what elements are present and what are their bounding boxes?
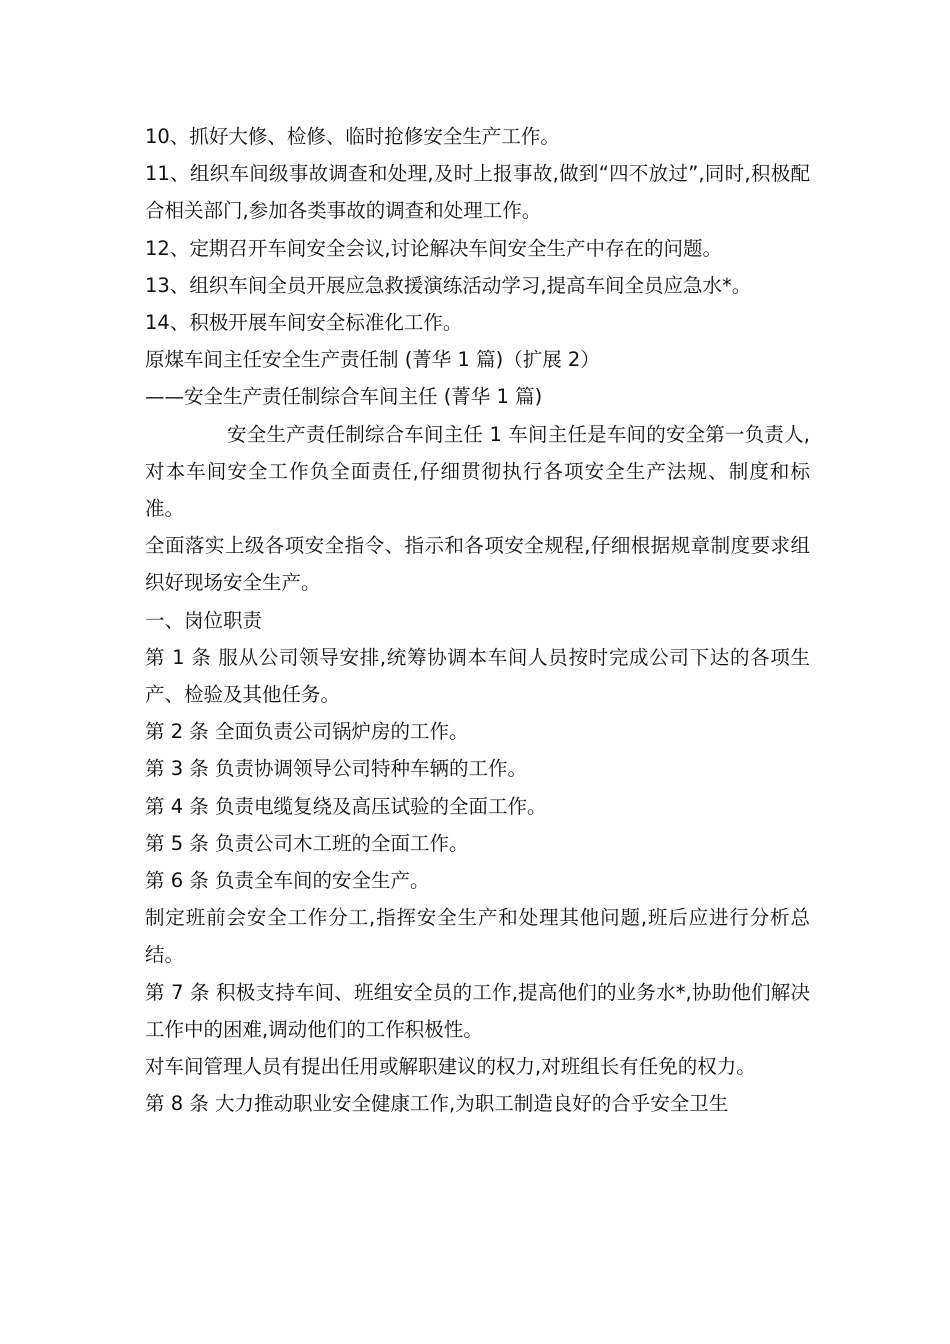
article-8: 第 8 条 大力推动职业安全健康工作,为职工制造良好的合乎安全卫生 <box>145 1092 729 1116</box>
article-6-detail: 制定班前会安全工作分工,指挥安全生产和处理其他问题,班后应进行分析总结。 <box>145 906 810 967</box>
article-7-detail: 对车间管理人员有提出任用或解职建议的权力,对班组长有任免的权力。 <box>145 1055 756 1079</box>
article-1: 第 1 条 服从公司领导安排,统筹协调本车间人员按时完成公司下达的各项生产、检验及其他任务。 <box>145 645 810 707</box>
paragraph-item-13: 13、组织车间全员开展应急救援演练活动学习,提高车间全员应急水*。 <box>145 273 752 297</box>
heading-job-duties: 一、岗位职责 <box>145 608 263 632</box>
paragraph-item-14: 14、积极开展车间安全标准化工作。 <box>145 311 463 335</box>
paragraph-item-11: 11、组织车间级事故调查和处理,及时上报事故,做到“四不放过”,同时,积极配合相关部门,参加各类事故的调查和处理工作。 <box>145 162 810 223</box>
article-6: 第 6 条 负责全车间的安全生产。 <box>145 869 430 893</box>
document-body <box>145 118 810 1122</box>
section-title: 原煤车间主任安全生产责任制 (菁华 1 篇)（扩展 2） <box>145 348 600 372</box>
article-4: 第 4 条 负责电缆复绕及高压试验的全面工作。 <box>145 794 547 818</box>
paragraph-item-10: 10、抓好大修、检修、临时抢修安全生产工作。 <box>145 125 560 148</box>
paragraph-implementation: 全面落实上级各项安全指令、指示和各项安全规程,仔细根据规章制度要求组织好现场安全生产。 <box>145 534 810 595</box>
article-2: 第 2 条 全面负责公司锅炉房的工作。 <box>145 720 469 744</box>
article-7: 第 7 条 积极支持车间、班组安全员的工作,提高他们的业务水*,协助他们解决工作中的困难,调动他们的工作积极性。 <box>145 980 810 1041</box>
paragraph-item-12: 12、定期召开车间安全会议,讨论解决车间安全生产中存在的问题。 <box>145 236 723 260</box>
section-subtitle: ——安全生产责任制综合车间主任 (菁华 1 篇) <box>145 385 543 409</box>
article-5: 第 5 条 负责公司木工班的全面工作。 <box>145 831 469 855</box>
article-3: 第 3 条 负责协调领导公司特种车辆的工作。 <box>145 757 528 781</box>
intro-paragraph: 安全生产责任制综合车间主任 1 车间主任是车间的安全第一负责人,对本车间安全工作负全面责任,仔细贯彻执行各项安全生产法规、制度和标准。 <box>145 422 810 521</box>
